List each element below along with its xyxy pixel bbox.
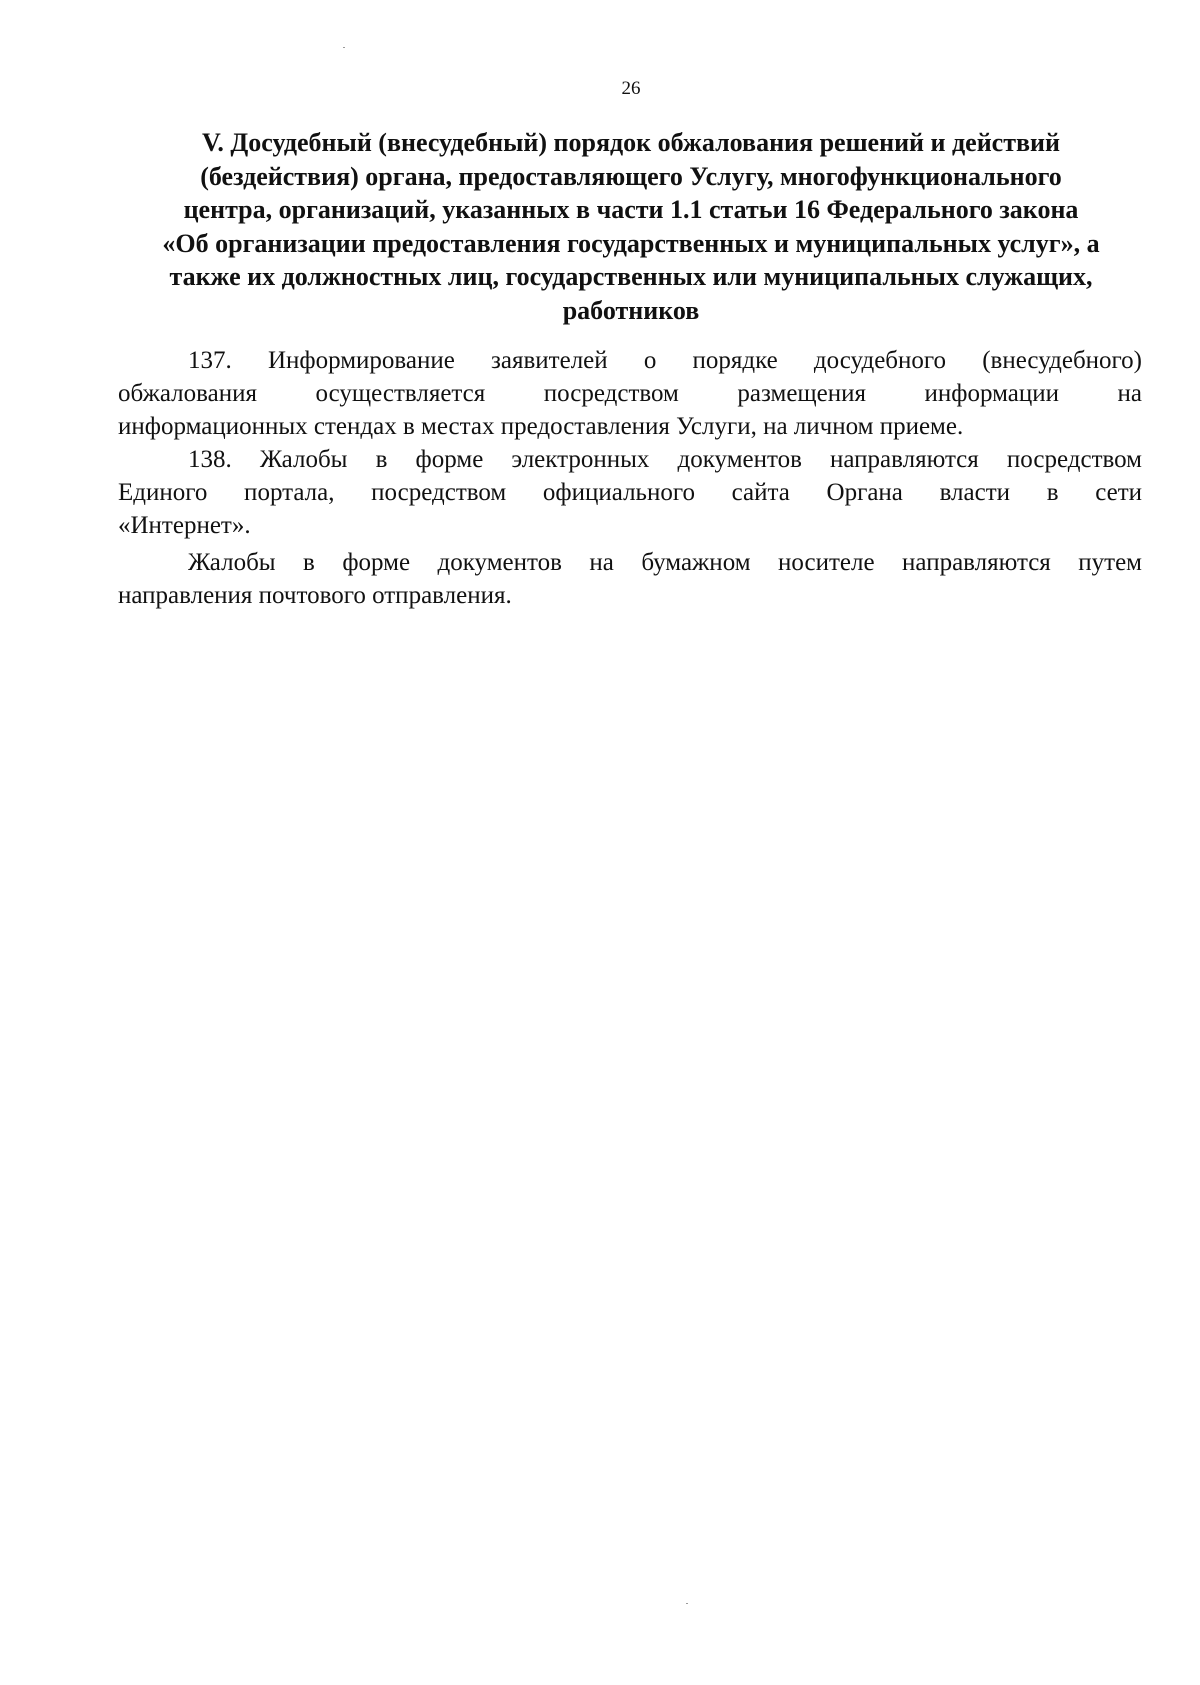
section-title-line: «Об организации предоставления государственных и муниципальных услуг», а — [162, 228, 1100, 258]
section-title-line: работников — [562, 295, 700, 325]
paragraph-line: информационных стендах в местах предоставления Услуги, на личном приеме. — [118, 413, 964, 440]
paragraph-138 — [118, 443, 1142, 542]
page-number: 26 — [621, 78, 641, 99]
paragraph-line: «Интернет». — [118, 512, 251, 539]
section-title-line: также их должностных лиц, государственных или муниципальных служащих, — [169, 262, 1093, 291]
section-title-line: центра, организаций, указанных в части 1.1 статьи 16 Федерального закона — [183, 195, 1079, 224]
paragraph-line: 137. Информирование заявителей о порядке досудебного (внесудебного) — [188, 347, 1142, 374]
paragraph-line: 138. Жалобы в форме электронных документов направляются посредством — [188, 446, 1142, 473]
scan-speck — [343, 47, 345, 48]
paragraph-line: Единого портала, посредством официального сайта Органа власти в сети — [118, 479, 1142, 506]
paragraph-line: обжалования осуществляется посредством размещения информации на — [118, 380, 1142, 407]
paragraph-paper-complaints — [118, 546, 1142, 612]
section-title-line: V. Досудебный (внесудебный) порядок обжалования решений и действий — [201, 128, 1060, 157]
paragraph-line: направления почтового отправления. — [118, 582, 512, 609]
paragraph-137 — [118, 344, 1142, 443]
paragraph-line: Жалобы в форме документов на бумажном носителе направляются путем — [188, 549, 1142, 576]
document-body — [118, 344, 1142, 612]
section-title-line: (бездействия) органа, предоставляющего Услугу, многофункционального — [200, 161, 1062, 191]
section-title — [120, 126, 1142, 327]
scan-speck — [686, 1603, 688, 1604]
